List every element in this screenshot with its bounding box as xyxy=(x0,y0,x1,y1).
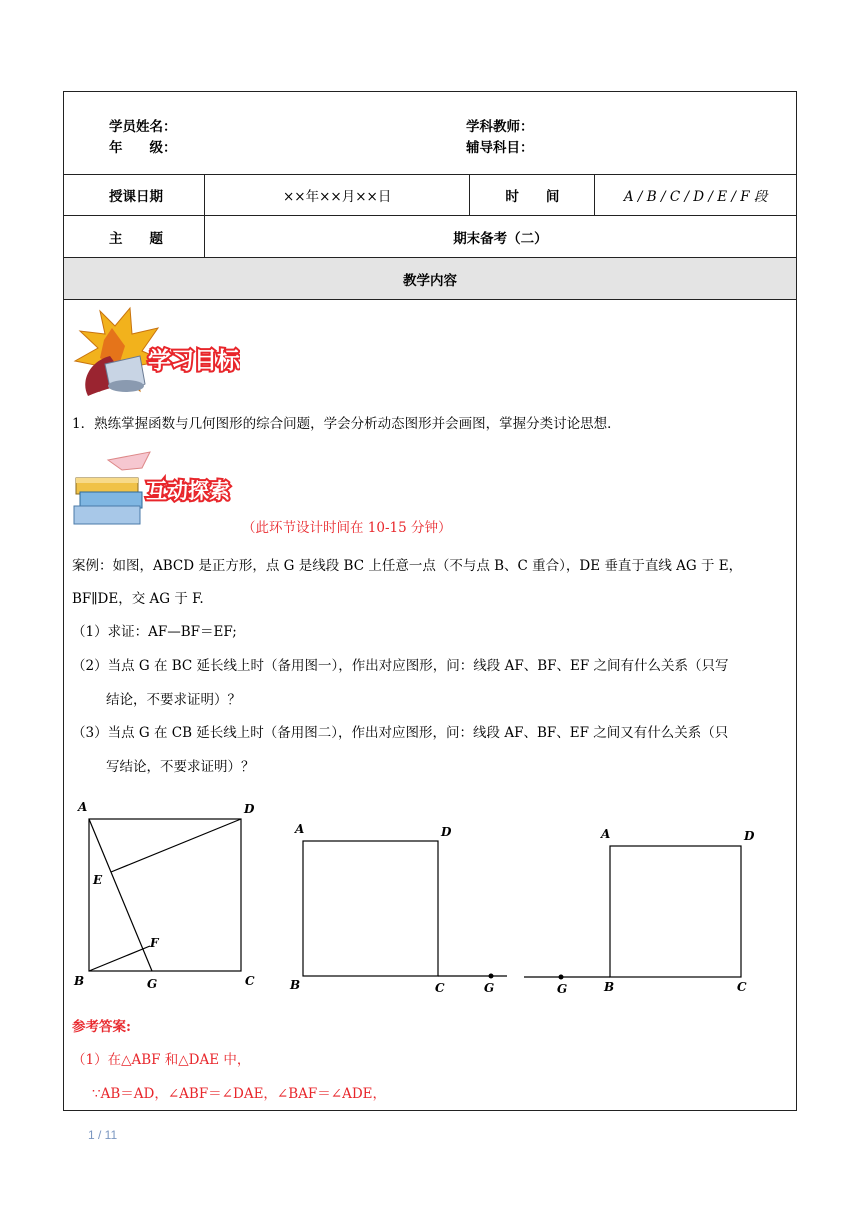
goal-1: 1．熟练掌握函数与几何图形的综合问题，学会分析动态图形并会画图，掌握分类讨论思想． xyxy=(72,416,621,432)
time-label: 时 间 xyxy=(470,175,595,216)
label-G: G xyxy=(484,981,495,995)
label-F: F xyxy=(150,936,159,950)
answer-line-2: ∵AB＝AD，∠ABF＝∠DAE，∠BAF＝∠ADE， xyxy=(92,1086,387,1102)
label-B: B xyxy=(290,978,301,992)
topic-label: 主 题 xyxy=(64,216,205,258)
label-G: G xyxy=(557,982,568,996)
explore-title-text: 互动探索 xyxy=(146,479,230,503)
date-label: 授课日期 xyxy=(64,175,205,216)
label-C: C xyxy=(737,980,747,994)
label-E: E xyxy=(93,873,103,887)
problem-line-2: BF∥DE，交 AG 于 F. xyxy=(72,591,204,607)
answer-title: 参考答案: xyxy=(72,1019,131,1035)
figure-backup-2 xyxy=(520,820,760,1000)
problem-line-1: 案例：如图，ABCD 是正方形，点 G 是线段 BC 上任意一点（不与点 B、C 重合），DE 垂直于直线 AG 于 E， xyxy=(72,558,743,574)
header-table xyxy=(63,91,797,300)
subject-label: 辅导科目： xyxy=(466,140,534,156)
student-name-label: 学员姓名： xyxy=(109,119,177,135)
label-B: B xyxy=(74,974,85,988)
label-A: A xyxy=(601,827,611,841)
teacher-label: 学科教师： xyxy=(466,119,534,135)
figure-backup-1 xyxy=(285,815,515,1000)
time-note: （此环节设计时间在 10-15 分钟） xyxy=(242,520,452,536)
question-3-line-2: 写结论，不要求证明）？ xyxy=(106,759,255,775)
learning-goals-icon xyxy=(70,306,240,400)
label-D: D xyxy=(441,825,452,839)
page-number: 1 / 11 xyxy=(88,1128,118,1142)
label-C: C xyxy=(435,981,445,995)
content-header: 教学内容 xyxy=(64,258,797,300)
question-2-line-2: 结论，不要求证明）？ xyxy=(106,692,241,708)
goals-title-text: 学习目标 xyxy=(148,348,240,374)
student-info-cell xyxy=(64,92,797,175)
question-1: （1）求证：AF—BF＝EF; xyxy=(72,624,237,640)
topic-value: 期末备考（二） xyxy=(204,216,796,258)
time-value: A / B / C / D / E / F 段 xyxy=(595,175,797,216)
label-C: C xyxy=(245,974,255,988)
figure-main xyxy=(68,795,268,995)
label-A: A xyxy=(295,822,305,836)
label-G: G xyxy=(147,977,158,991)
label-D: D xyxy=(744,829,755,843)
answer-line-1: （1）在△ABF 和△DAE 中， xyxy=(72,1052,251,1068)
question-2-line-1: （2）当点 G 在 BC 延长线上时（备用图一），作出对应图形，问：线段 AF、BF、EF 之间有什么关系（只写 xyxy=(72,658,729,674)
date-value: ××年××月××日 xyxy=(204,175,470,216)
label-B: B xyxy=(604,980,615,994)
question-3-line-1: （3）当点 G 在 CB 延长线上时（备用图二），作出对应图形，问：线段 AF、BF、EF 之间又有什么关系（只 xyxy=(72,725,729,741)
grade-label: 年 级： xyxy=(109,140,177,156)
label-A: A xyxy=(78,800,88,814)
interactive-explore-icon xyxy=(70,450,240,530)
label-D: D xyxy=(244,802,255,816)
